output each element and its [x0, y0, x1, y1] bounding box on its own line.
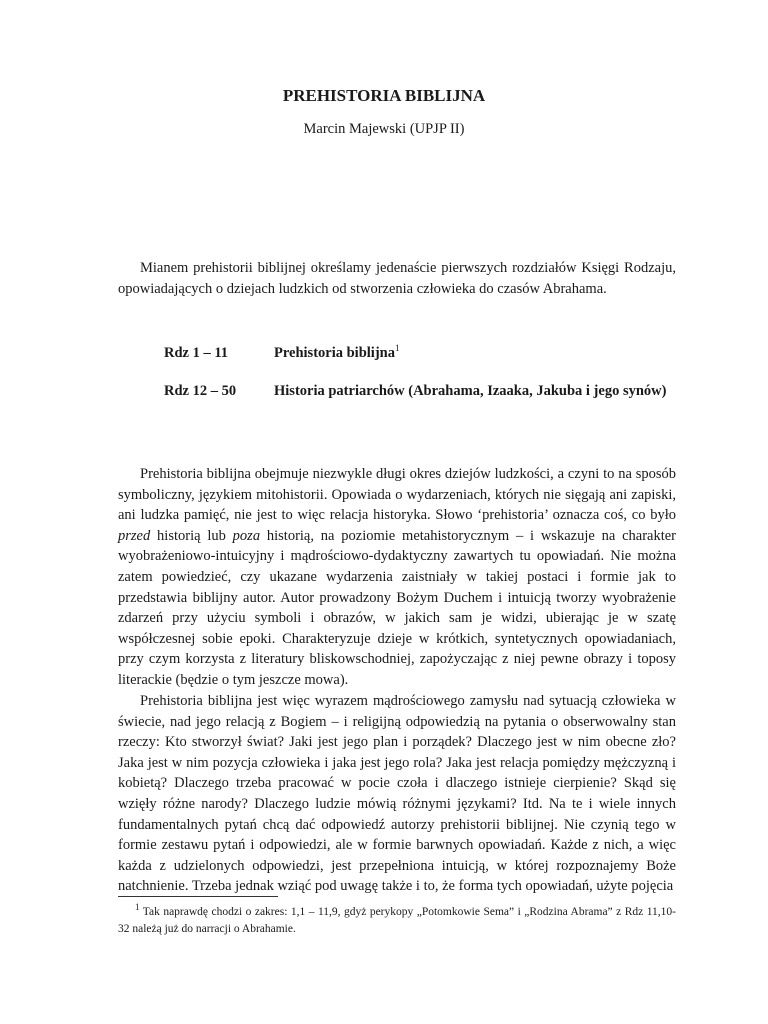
emphasis-text: poza [232, 527, 261, 544]
text-run: historią, na poziomie metahistorycznym – i wskazuje na charakter wyobrażeniowo-intuicyjny i mądrościowo-dydaktyczny zawartych tu opowiadań. Nie można zatem powiedzieć, czy ukazane wydarzenia zaistniały w takiej postaci i formie jak to przedstawia biblijny autor. Autor prowadzony Bożym Duchem i intuicją tworzy wyobrażenie zdarzeń przy użyciu symboli i obrazów, w jakich sam je widzi, ubierając je w szatę współczesnej sobie epoki. Charakteryzuje dzieje w krótkich, syntetycznych opowiadaniach, przy czym korzysta z literatury bliskowschodniej, zapożyczając z niej pewne obrazy i toposy literackie (będzie o tym jeszcze mowa). [118, 527, 676, 688]
footnote [118, 904, 676, 938]
document-author: Marcin Majewski (UPJP II) [303, 121, 465, 137]
emphasis-text: przed [118, 527, 151, 544]
intro-paragraph: Mianem prehistorii biblijnej określamy jedenaście pierwszych rozdziałów Księgi Rodzaju, opowiadających o dziejach ludzkich od stworzenia człowieka do czasów Abrahama. [118, 260, 676, 297]
document-title: PREHISTORIA BIBLIJNA [282, 86, 486, 105]
text-run: historią lub [150, 527, 233, 544]
outline-item [164, 345, 684, 362]
outline-item [118, 381, 676, 402]
footnote-number: 1 [135, 902, 140, 913]
footnote-text: Tak naprawdę chodzi o zakres: 1,1 – 11,9, gdyż perykopy „Potomkowie Sema” i „Rodzina Abrama” z Rdz 11,10-32 należą już do narracji o Abrahamie. [118, 906, 676, 935]
body-paragraph [118, 464, 676, 691]
footnote-separator [118, 896, 278, 897]
body-paragraph: Prehistoria biblijna jest więc wyrazem mądrościowego zamysłu nad sytuacją człowieka w świecie, nad jego relacją z Bogiem – i religijną odpowiedzią na pytania o obserwowalny stan rzeczy: Kto stworzył świat? Jaki jest jego plan i porządek? Dlaczego jest w nim obecne zło? Jaka jest w nim pozycja człowieka i jaka jest jego rola? Jaka jest relacja pomiędzy mężczyzną i kobietą? Dlaczego trzeba pracować w pocie czoła i dlaczego istnieje cierpienie? Skąd się wzięły różne narody? Dlaczego ludzie mówią różnymi językami? Itd. Na te i wiele innych fundamentalnych pytań chcą dać odpowiedź autorzy prehistorii biblijnej. Nie czynią tego w formie zestawu pytań i odpowiedzi, ale w formie barwnych opowiadań. Każde z nich, a więc każda z udzielonych odpowiedzi, jest przepełniona intuicją, w której rozpoznajemy Boże natchnienie. Trzeba jednak wziąć pod uwagę także i to, że forma tych opowiadań, użyte pojęcia [118, 693, 676, 895]
outline-desc: Prehistoria biblijna [274, 345, 395, 361]
outline-ref: Rdz 1 – 11 [164, 345, 229, 361]
outline-ref: Rdz 12 – 50 [164, 383, 237, 399]
text-run: Prehistoria biblijna obejmuje niezwykle długi okres dziejów ludzkości, a czyni to na sposób symboliczny, językiem mitohistorii. Opowiada o wydarzeniach, których nie sięgają ani zapiski, ani ludzka pamięć, nie jest to więc relacja historyka. Słowo ‘prehistoria’ oznacza coś, co było [118, 466, 676, 524]
outline-desc: Historia patriarchów (Abrahama, Izaaka, Jakuba i jego synów) [274, 383, 667, 399]
footnote-mark[interactable]: 1 [394, 343, 400, 354]
